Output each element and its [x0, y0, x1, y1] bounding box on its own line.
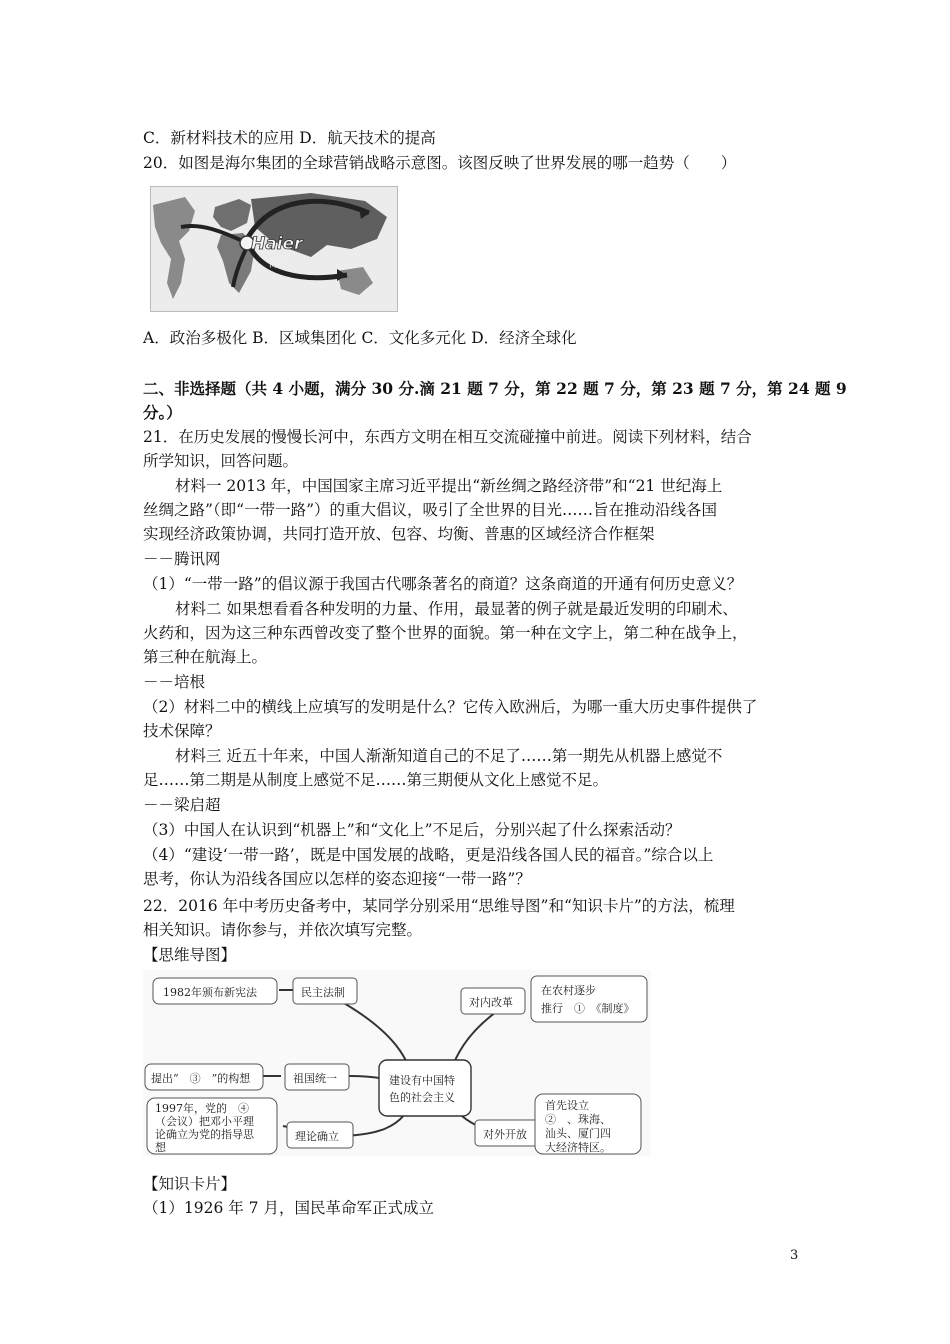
section2-title-1: 二、非选择题（共 4 小题，满分 30 分.滴 21 题 7 分，第 22 题 7 分，第 23 题 7 分，第 24 题 9	[143, 379, 847, 398]
mm-duinei: 对内改革	[469, 996, 513, 1009]
mm-zuguo: 祖国统一	[293, 1072, 337, 1085]
q21-stem-2: 所学知识，回答问题。	[143, 452, 299, 470]
material2-line2: 火药和，因为这三种东西曾改变了整个世界的面貌。第一种在文字上，第二种在战争上，	[143, 624, 748, 642]
material1-source: －－腾讯网	[143, 550, 221, 568]
page-number: 3	[790, 1248, 799, 1263]
q20-options: A．政治多极化 B．区域集团化 C．文化多元化 D．经济全球化	[143, 329, 577, 347]
mm-xianfa: 1982年颁布新宪法	[163, 986, 257, 999]
q19-options-cd: C．新材料技术的应用 D．航天技术的提高	[143, 129, 436, 147]
q21-part4-line1: （4）“建设‘一带一路’，既是中国发展的战略，更是沿线各国人民的福音。”综合以上	[143, 846, 714, 864]
mm-tequ-1: 首先设立	[545, 1099, 589, 1112]
mm-center-node	[379, 1060, 471, 1116]
mm-dang-4: 想	[155, 1141, 166, 1154]
mm-center-line2: 色的社会主义	[389, 1091, 455, 1104]
mm-lilun: 理论确立	[295, 1130, 339, 1143]
q22-stem-2: 相关知识。请你参与，并依次填写完整。	[143, 921, 423, 939]
material1-line1: 材料一 2013 年，中国国家主席习近平提出“新丝绸之路经济带”和“21 世纪海上	[175, 477, 723, 495]
mm-gouxiang: 提出“ ③ ”的构想	[151, 1072, 251, 1085]
material2-line1: 材料二 如果想看看各种发明的力量、作用，最显著的例子就是最近发明的印刷术、	[175, 600, 738, 618]
material3-line2: 足……第二期是从制度上感觉不足……第三期便从文化上感觉不足。	[143, 771, 609, 789]
material1-line2: 丝绸之路”（即“一带一路”）的重大倡议，吸引了全世界的目光……旨在推动沿线各国	[143, 501, 718, 519]
mm-tequ-2: ② 、珠海、	[545, 1113, 611, 1126]
q21-part2-line2: 技术保障？	[143, 722, 221, 740]
material3-source: －－梁启超	[143, 796, 221, 814]
haier-global-marketing-map	[150, 186, 398, 312]
material3-line1: 材料三 近五十年来，中国人渐渐知道自己的不足了……第一期先从机器上感觉不	[175, 747, 723, 765]
card-item-1: （1）1926 年 7 月，国民革命军正式成立	[143, 1199, 434, 1217]
material1-line3: 实现经济政策协调，共同打造开放、包容、均衡、普惠的区域经济合作框架	[143, 525, 655, 543]
q21-part4-line2: 思考，你认为沿线各国应以怎样的姿态迎接“一带一路”？	[143, 870, 531, 888]
mm-dang-3: 论确立为党的指导思	[155, 1128, 254, 1141]
section2-title-2: 分。）	[143, 403, 182, 422]
q21-part2-line1: （2）材料二中的横线上应填写的发明是什么？它传入欧洲后，为哪一重大历史事件提供了	[143, 698, 758, 716]
mm-center-line1: 建设有中国特	[389, 1074, 455, 1087]
q21-stem-1: 21．在历史发展的慢慢长河中，东西方文明在相互交流碰撞中前进。阅读下列材料，结合	[143, 428, 752, 446]
q20-stem: 20．如图是海尔集团的全球营销战略示意图。该图反映了世界发展的哪一趋势（ ）	[143, 154, 737, 172]
mm-dang-2: （会议）把邓小平理	[155, 1115, 254, 1128]
mind-map-diagram	[143, 970, 651, 1156]
mm-nongcun-1: 在农村逐步	[541, 984, 596, 997]
card-heading: 【知识卡片】	[143, 1175, 237, 1193]
mm-duiwai: 对外开放	[483, 1128, 527, 1141]
q21-part3: （3）中国人在认识到“机器上”和“文化上”不足后，分别兴起了什么探索活动？	[143, 821, 681, 839]
mm-dang-1: 1997年，党的 ④	[155, 1102, 249, 1115]
mindmap-heading: 【思维导图】	[143, 946, 237, 964]
mm-minzhu: 民主法制	[301, 986, 345, 999]
world-map-figure	[151, 187, 397, 311]
mind-map-svg	[143, 970, 651, 1156]
mm-nongcun-box	[531, 976, 647, 1022]
material2-source: －－培根	[143, 673, 206, 691]
mm-nongcun-2: 推行 ① 《制度》	[541, 1002, 635, 1015]
mm-tequ-3: 汕头、厦门四	[545, 1127, 611, 1140]
material2-line3: 第三种在航海上。	[143, 648, 268, 666]
haier-logo-text: Haier	[251, 234, 303, 254]
q21-part1: （1）“一带一路”的倡议源于我国古代哪条著名的商道？这条商道的开通有何历史意义？	[143, 575, 743, 593]
mm-tequ-4: 大经济特区。	[545, 1141, 611, 1154]
haier-logo-sub: 海尔	[269, 260, 288, 270]
q22-stem-1: 22．2016 年中考历史备考中，某同学分别采用“思维导图”和“知识卡片”的方法，梳理	[143, 897, 735, 915]
